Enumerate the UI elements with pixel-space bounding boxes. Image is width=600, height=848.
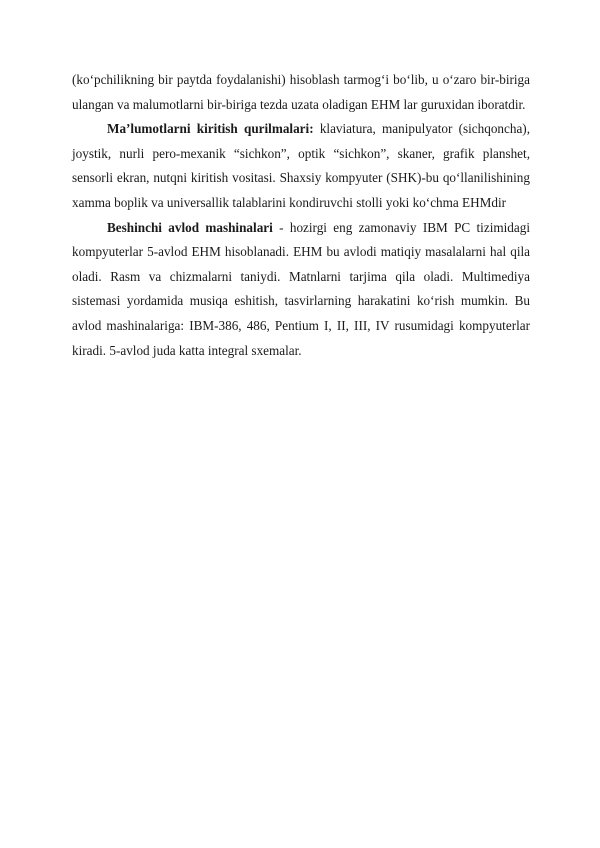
paragraph-text: - hozirgi eng zamonaviy IBM PC tizimidagi kompyuterlar 5-avlod EHM hisoblanadi. EHM bu avlodi matiqiy masalalarni hal qila oladi. Rasm va chizmalarni taniydi. Matnlarni tarjima qila oladi. Multimediya sistemasi yordamida musiqa eshitish, tasvirlarning harakatini ko‘rish mumkin. Bu avlod mashinalariga: IBM-386, 486, Pentium I, II, III, IV rusumidagi kompyuterlar kiradi. 5-avlod juda katta integral sxemalar. — [72, 219, 530, 358]
paragraph-text: (ko‘pchilikning bir paytda foydalanishi) hisoblash tarmog‘i bo‘lib, u o‘zaro bir-biriga ulangan va malumotlarni bir-biriga tezda uzata oladigan EHM lar guruxidan iboratdir. — [72, 72, 530, 112]
term-input-devices: Ma’lumotlarni kiritish qurilmalari: — [107, 121, 314, 137]
paragraph-fifth-generation — [72, 216, 530, 364]
paragraph-network-continuation — [72, 68, 530, 117]
paragraph-input-devices — [72, 117, 530, 215]
document-body — [72, 68, 530, 363]
paragraph-text: klaviatura, manipulyator (sichqoncha), joystik, nurli pero-mexanik “sichkon”, optik “sichkon”, skaner, grafik planshet, sensorli ekran, nutqni kiritish vositasi. Shaxsiy kompyuter (SHK)-bu qo‘llanilishining xamma boplik va universallik talablarini kondiruvchi stolli yoki ko‘chma EHMdir — [72, 121, 530, 210]
term-fifth-generation: Beshinchi avlod mashinalari — [107, 219, 273, 235]
